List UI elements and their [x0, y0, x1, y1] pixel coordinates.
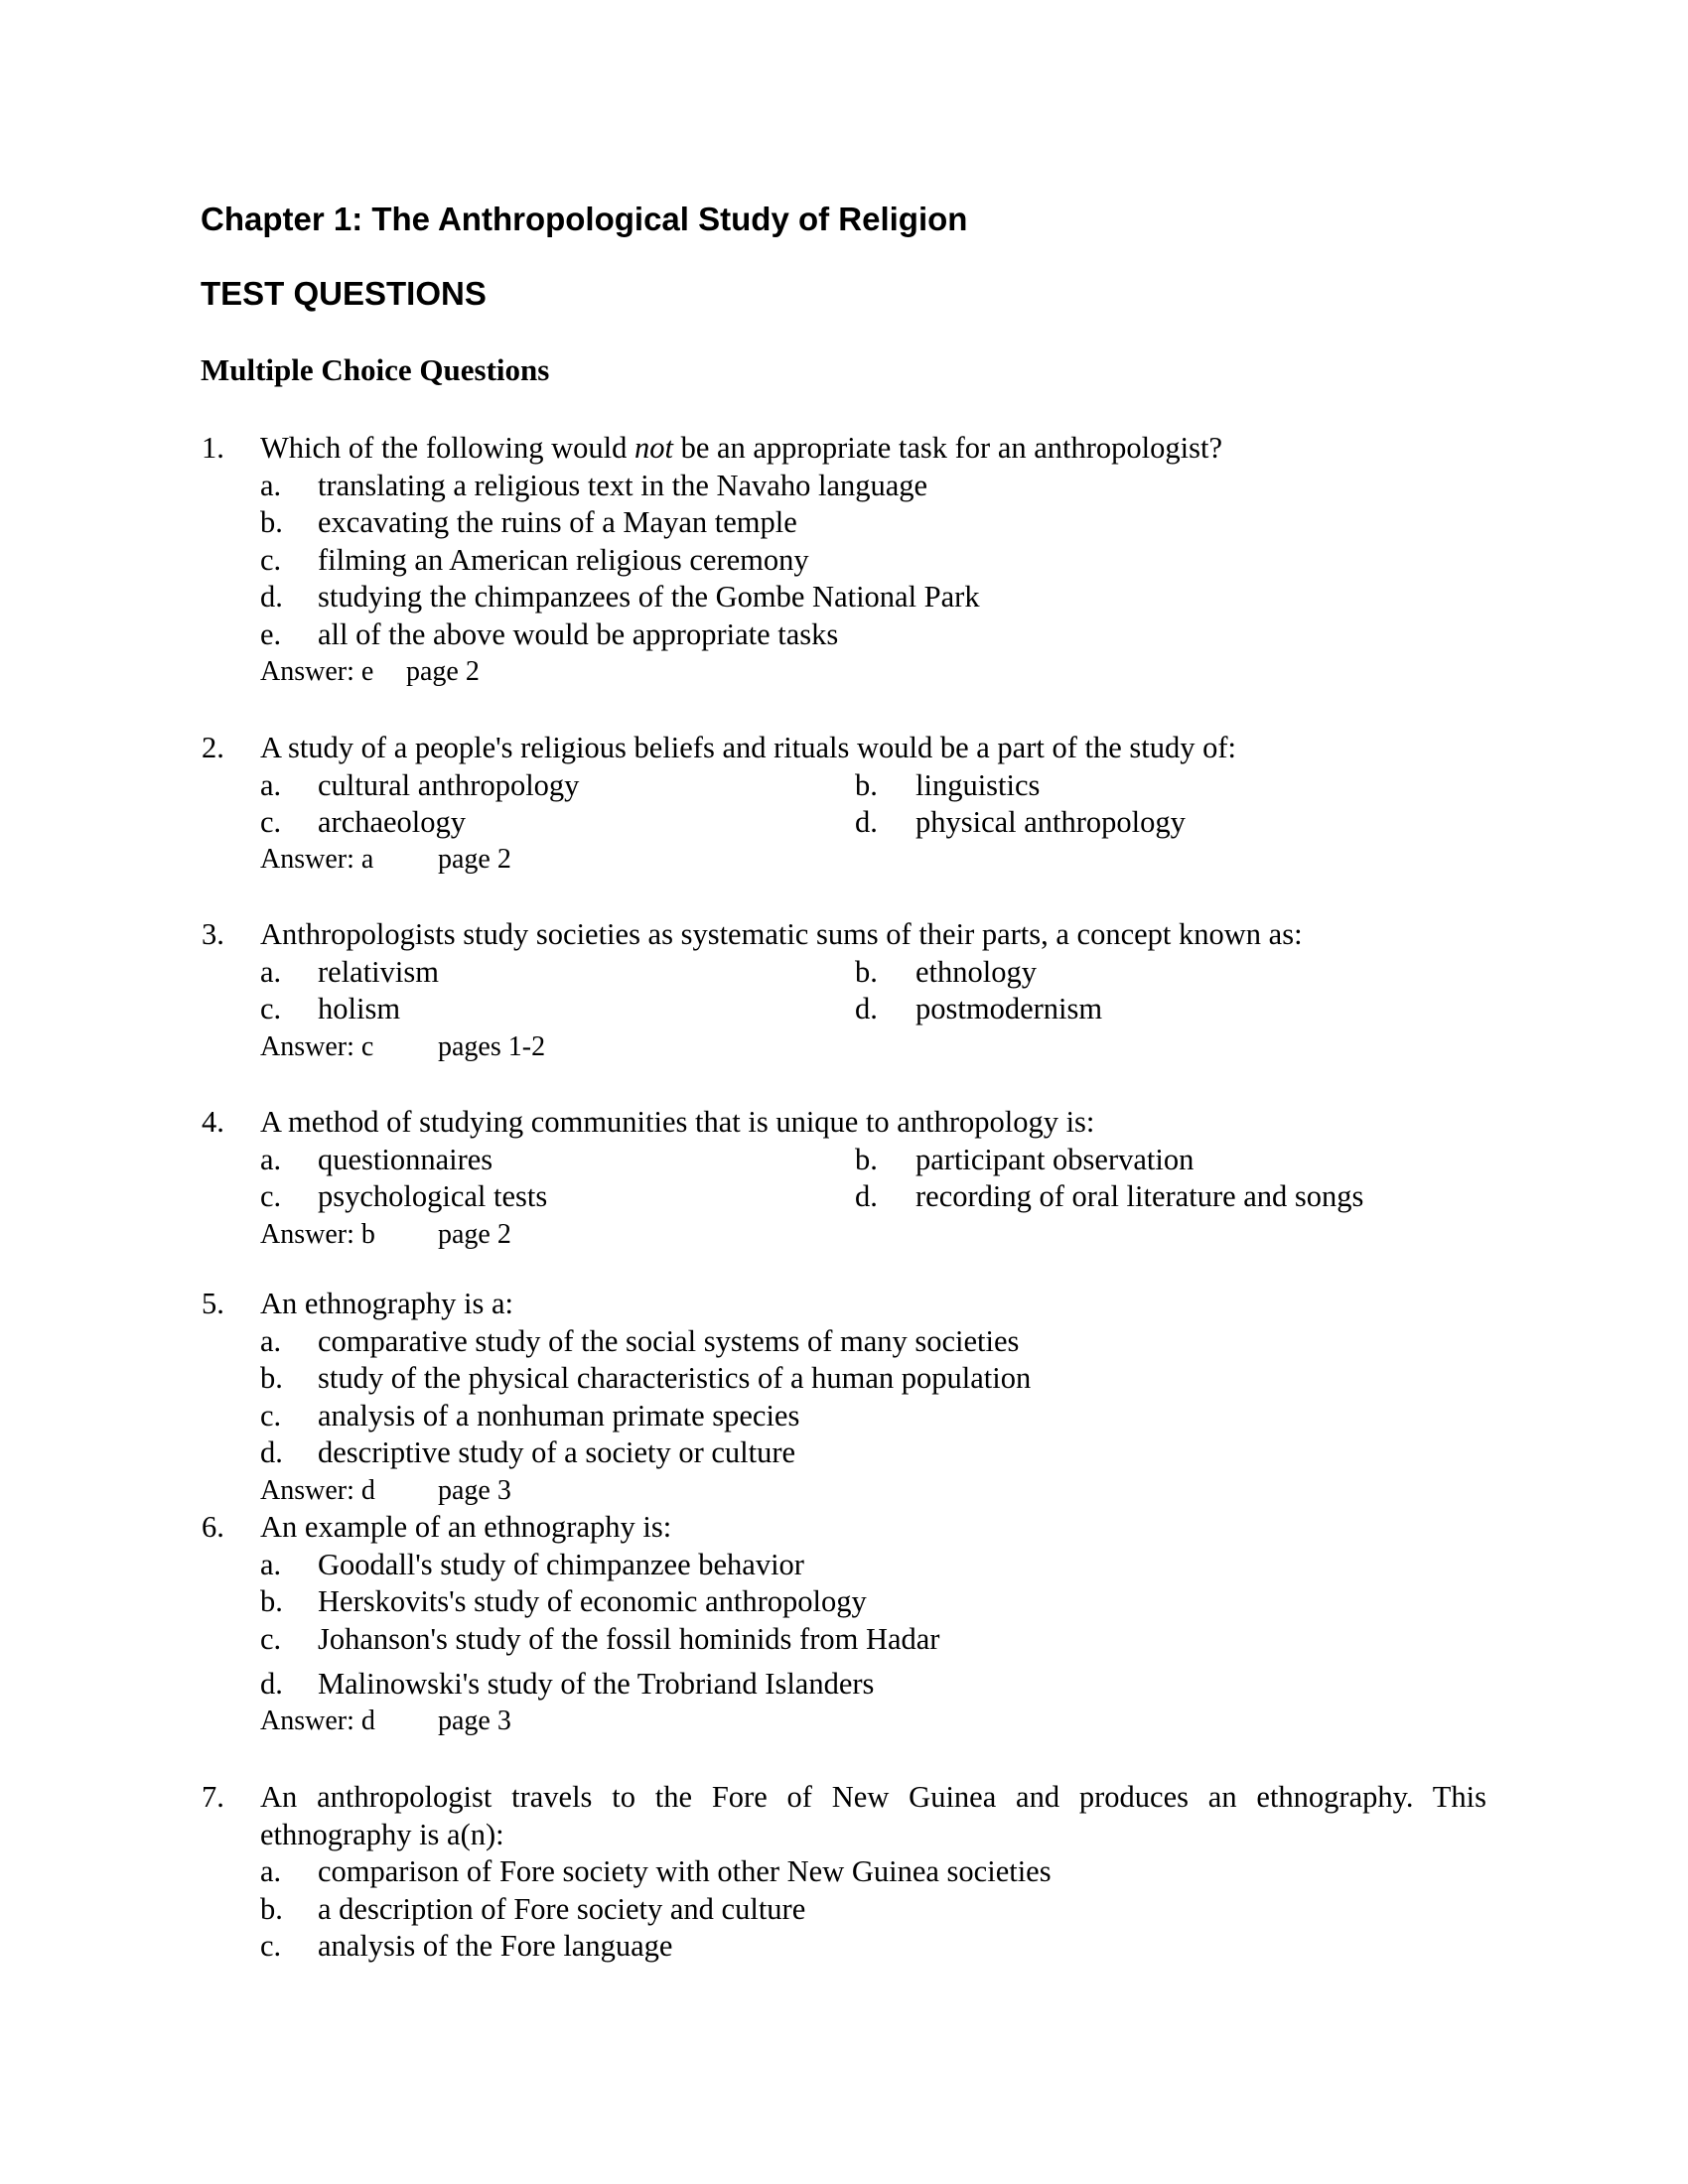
- option-letter: c.: [260, 992, 282, 1025]
- option-letter: b.: [855, 1143, 878, 1176]
- answer-page: page 3: [438, 1475, 511, 1506]
- answer-label: Answer: e: [260, 656, 374, 687]
- option-letter: d.: [260, 1435, 283, 1469]
- option-letter: c.: [260, 543, 282, 577]
- option-letter: b.: [260, 1361, 283, 1395]
- question-number: 4.: [202, 1105, 224, 1139]
- option-text: comparison of Fore society with other New Guinea societies: [318, 1854, 1052, 1888]
- option-letter: e.: [260, 617, 282, 651]
- option-text: studying the chimpanzees of the Gombe National Park: [318, 580, 980, 614]
- option-text: Goodall's study of chimpanzee behavior: [318, 1548, 804, 1581]
- question-text-part: Which of the following would: [260, 431, 634, 465]
- question-number: 1.: [202, 431, 224, 465]
- option-text: ethnology: [915, 955, 1037, 989]
- question-text-line-1: An anthropologist travels to the Fore of New Guinea and produces an ethnography. This: [260, 1780, 1486, 1814]
- question-text-emphasis: not: [633, 431, 673, 465]
- option-letter: b.: [260, 505, 283, 539]
- option-text: psychological tests: [318, 1179, 548, 1213]
- answer-label: Answer: d: [260, 1475, 375, 1506]
- question-text-line-2: ethnography is a(n):: [260, 1818, 504, 1851]
- option-text: participant observation: [915, 1143, 1195, 1176]
- question-text: A method of studying communities that is unique to anthropology is:: [260, 1105, 1095, 1139]
- question-number: 6.: [202, 1510, 224, 1544]
- question-text-part: be an appropriate task for an anthropologist?: [672, 431, 1222, 465]
- question-text: [260, 429, 1222, 467]
- option-text: relativism: [318, 955, 439, 989]
- option-letter: c.: [260, 1929, 282, 1963]
- option-letter: c.: [260, 1179, 282, 1213]
- option-text: analysis of the Fore language: [318, 1929, 673, 1963]
- option-letter: c.: [260, 1622, 282, 1656]
- chapter-title: Chapter 1: The Anthropological Study of Religion: [201, 201, 968, 237]
- option-letter: c.: [260, 805, 282, 839]
- option-letter: d.: [855, 992, 878, 1025]
- question-number: 2.: [202, 731, 224, 764]
- question-number: 5.: [202, 1287, 224, 1320]
- option-text: excavating the ruins of a Mayan temple: [318, 505, 797, 539]
- option-text: recording of oral literature and songs: [915, 1179, 1364, 1213]
- subsection-title: Multiple Choice Questions: [201, 352, 550, 387]
- option-text: physical anthropology: [915, 805, 1186, 839]
- answer-label: Answer: b: [260, 1219, 375, 1250]
- answer-label: Answer: c: [260, 1031, 374, 1062]
- option-letter: a.: [260, 1324, 282, 1358]
- question-number: 7.: [202, 1780, 224, 1814]
- answer-page: page 2: [438, 1219, 511, 1250]
- option-text: cultural anthropology: [318, 768, 580, 802]
- option-letter: d.: [260, 580, 283, 614]
- answer-label: Answer: a: [260, 844, 374, 875]
- option-text: all of the above would be appropriate tasks: [318, 617, 839, 651]
- option-letter: b.: [855, 768, 878, 802]
- option-text: translating a religious text in the Navaho language: [318, 469, 928, 502]
- option-text: comparative study of the social systems of many societies: [318, 1324, 1020, 1358]
- option-letter: a.: [260, 1143, 282, 1176]
- option-letter: a.: [260, 1854, 282, 1888]
- option-letter: d.: [855, 805, 878, 839]
- question-text: A study of a people's religious beliefs and rituals would be a part of the study of:: [260, 731, 1236, 764]
- answer-page: page 2: [406, 656, 480, 687]
- option-letter: b.: [855, 955, 878, 989]
- option-text: archaeology: [318, 805, 467, 839]
- answer-label: Answer: d: [260, 1706, 375, 1736]
- option-letter: c.: [260, 1399, 282, 1433]
- option-letter: a.: [260, 469, 282, 502]
- option-text: descriptive study of a society or culture: [318, 1435, 796, 1469]
- answer-page: page 3: [438, 1706, 511, 1736]
- option-letter: b.: [260, 1584, 283, 1618]
- question-text: An example of an ethnography is:: [260, 1510, 672, 1544]
- answer-page: page 2: [438, 844, 511, 875]
- option-text: Malinowski's study of the Trobriand Islanders: [318, 1667, 875, 1701]
- option-letter: a.: [260, 768, 282, 802]
- question-number: 3.: [202, 917, 224, 951]
- option-text: a description of Fore society and culture: [318, 1892, 806, 1926]
- option-text: study of the physical characteristics of a human population: [318, 1361, 1032, 1395]
- section-title: TEST QUESTIONS: [201, 275, 487, 312]
- option-text: holism: [318, 992, 401, 1025]
- question-text: Anthropologists study societies as systematic sums of their parts, a concept known as:: [260, 917, 1303, 951]
- option-text: linguistics: [915, 768, 1041, 802]
- option-letter: a.: [260, 1548, 282, 1581]
- question-text: An ethnography is a:: [260, 1287, 513, 1320]
- option-letter: a.: [260, 955, 282, 989]
- option-text: questionnaires: [318, 1143, 493, 1176]
- answer-page: pages 1-2: [438, 1031, 546, 1062]
- option-letter: b.: [260, 1892, 283, 1926]
- option-letter: d.: [855, 1179, 878, 1213]
- option-text: Herskovits's study of economic anthropology: [318, 1584, 867, 1618]
- option-text: Johanson's study of the fossil hominids from Hadar: [318, 1622, 940, 1656]
- option-text: analysis of a nonhuman primate species: [318, 1399, 800, 1433]
- option-text: postmodernism: [915, 992, 1103, 1025]
- option-letter: d.: [260, 1667, 283, 1701]
- option-text: filming an American religious ceremony: [318, 543, 809, 577]
